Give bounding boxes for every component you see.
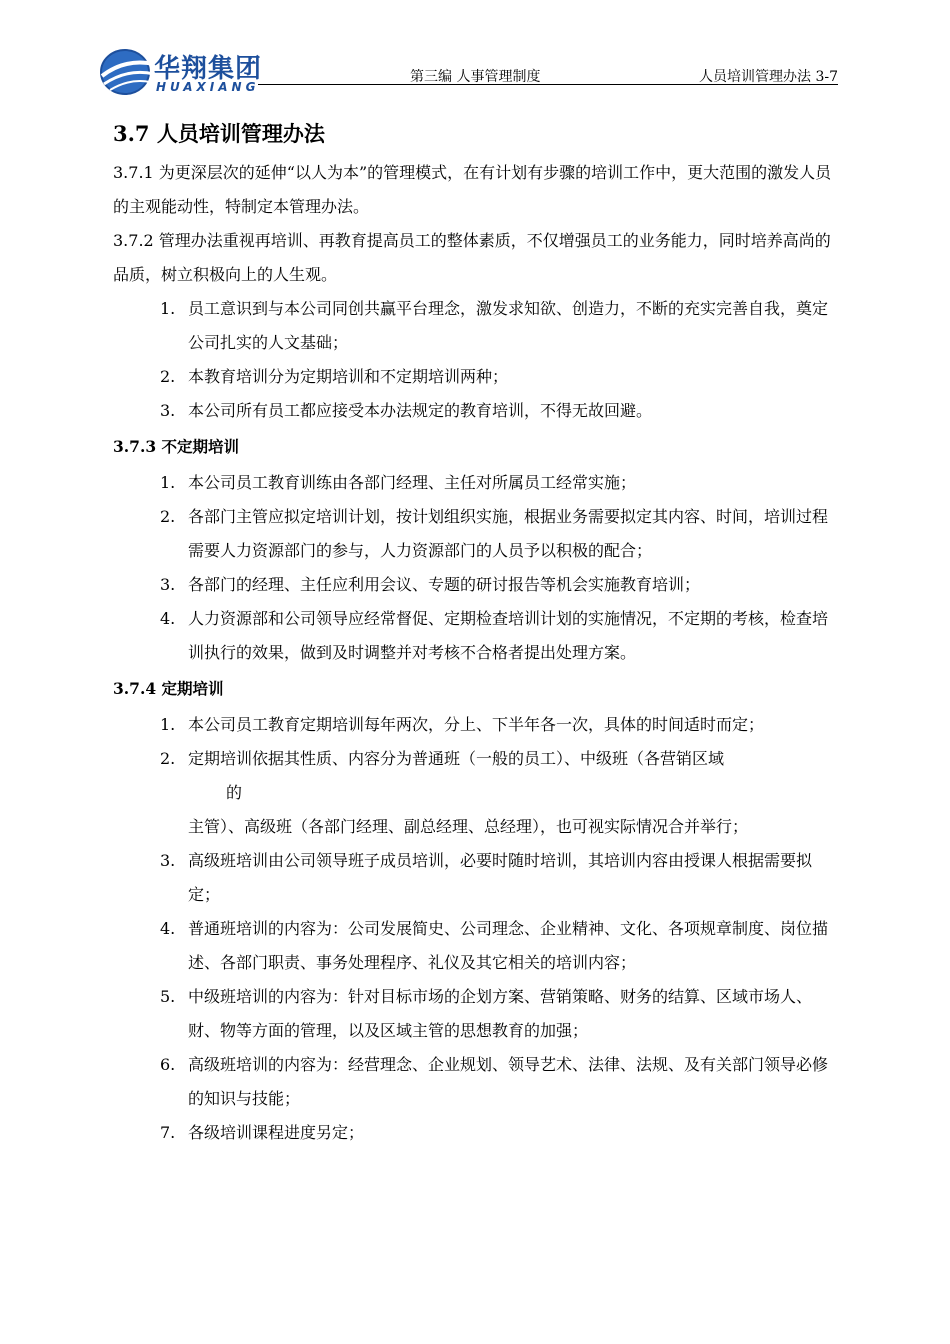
list-item: 5. 中级班培训的内容为：针对目标市场的企划方案、营销策略、财务的结算、区域市场人、财、物等方面的管理，以及区域主管的思想教育的加强； bbox=[160, 987, 813, 1040]
header-divider bbox=[258, 84, 838, 85]
logo-chinese-name: 华翔集团 bbox=[154, 54, 263, 84]
document-body bbox=[113, 118, 843, 1150]
section-heading-3-7-4: 3.7.4 定期培训 bbox=[113, 679, 224, 698]
list-item: 7. 各级培训课程进度另定； bbox=[160, 1123, 365, 1142]
list-item: 4. 普通班培训的内容为：公司发展简史、公司理念、企业精神、文化、各项规章制度、岗位描述、各部门职责、事务处理程序、礼仪及其它相关的培训内容； bbox=[160, 919, 829, 972]
list-item: 4. 人力资源部和公司领导应经常督促、定期检查培训计划的实施情况，不定期的考核，检查培训执行的效果，做到及时调整并对考核不合格者提出处理方案。 bbox=[160, 609, 829, 662]
list-item: 2. 本教育培训分为定期培训和不定期培训两种； bbox=[160, 367, 509, 386]
list-irregular-training bbox=[113, 466, 843, 670]
paragraph-3-7-2: 3.7.2 管理办法重视再培训、再教育提高员工的整体素质，不仅增强员工的业务能力，同时培养高尚的品质，树立积极向上的人生观。 bbox=[113, 231, 831, 284]
list-item: 1. 员工意识到与本公司同创共赢平台理念，激发求知欲、创造力，不断的充实完善自我，奠定公司扎实的人文基础； bbox=[160, 299, 829, 352]
list-item: 1. 本公司员工教育训练由各部门经理、主任对所属员工经常实施； bbox=[160, 473, 637, 492]
list-item: 3. 本公司所有员工都应接受本办法规定的教育培训，不得无故回避。 bbox=[160, 401, 653, 420]
list-item-continuation: 的 bbox=[226, 783, 243, 802]
list-item-continuation: 主管）、高级班（各部门经理、副总经理、总经理），也可视实际情况合并举行； bbox=[188, 817, 749, 836]
list-item: 2. 各部门主管应拟定培训计划，按计划组织实施，根据业务需要拟定其内容、时间，培训过程需要人力资源部门的参与，人力资源部门的人员予以积极的配合； bbox=[160, 507, 829, 560]
logo-english-name: HUAXIANG bbox=[156, 80, 260, 94]
list-regular-training bbox=[113, 708, 843, 1150]
header-section-title: 第三编 人事管理制度 bbox=[410, 69, 541, 85]
list-general bbox=[113, 292, 843, 428]
list-item: 3. 各部门的经理、主任应利用会议、专题的研讨报告等机会实施教育培训； bbox=[160, 575, 701, 594]
page-header bbox=[98, 40, 838, 102]
list-item: 2. 定期培训依据其性质、内容分为普通班（一般的员工）、中级班（各营销区域 bbox=[160, 749, 725, 768]
globe-logo-icon bbox=[98, 46, 156, 98]
document-title: 3.7 人员培训管理办法 bbox=[113, 121, 325, 146]
list-item: 3. 高级班培训由公司领导班子成员培训，必要时随时培训，其培训内容由授课人根据需要拟定； bbox=[160, 851, 813, 904]
list-item: 6. 高级班培训的内容为：经营理念、企业规划、领导艺术、法律、法规、及有关部门领导必修的知识与技能； bbox=[160, 1055, 829, 1108]
list-item: 1. 本公司员工教育定期培训每年两次，分上、下半年各一次，具体的时间适时而定； bbox=[160, 715, 765, 734]
section-heading-3-7-3: 3.7.3 不定期培训 bbox=[113, 437, 240, 456]
company-logo bbox=[98, 40, 278, 102]
paragraph-3-7-1: 3.7.1 为更深层次的延伸“以人为本”的管理模式，在有计划有步骤的培训工作中，更大范围的激发人员的主观能动性，特制定本管理办法。 bbox=[113, 163, 832, 216]
header-document-title: 人员培训管理办法 3-7 bbox=[699, 69, 838, 85]
